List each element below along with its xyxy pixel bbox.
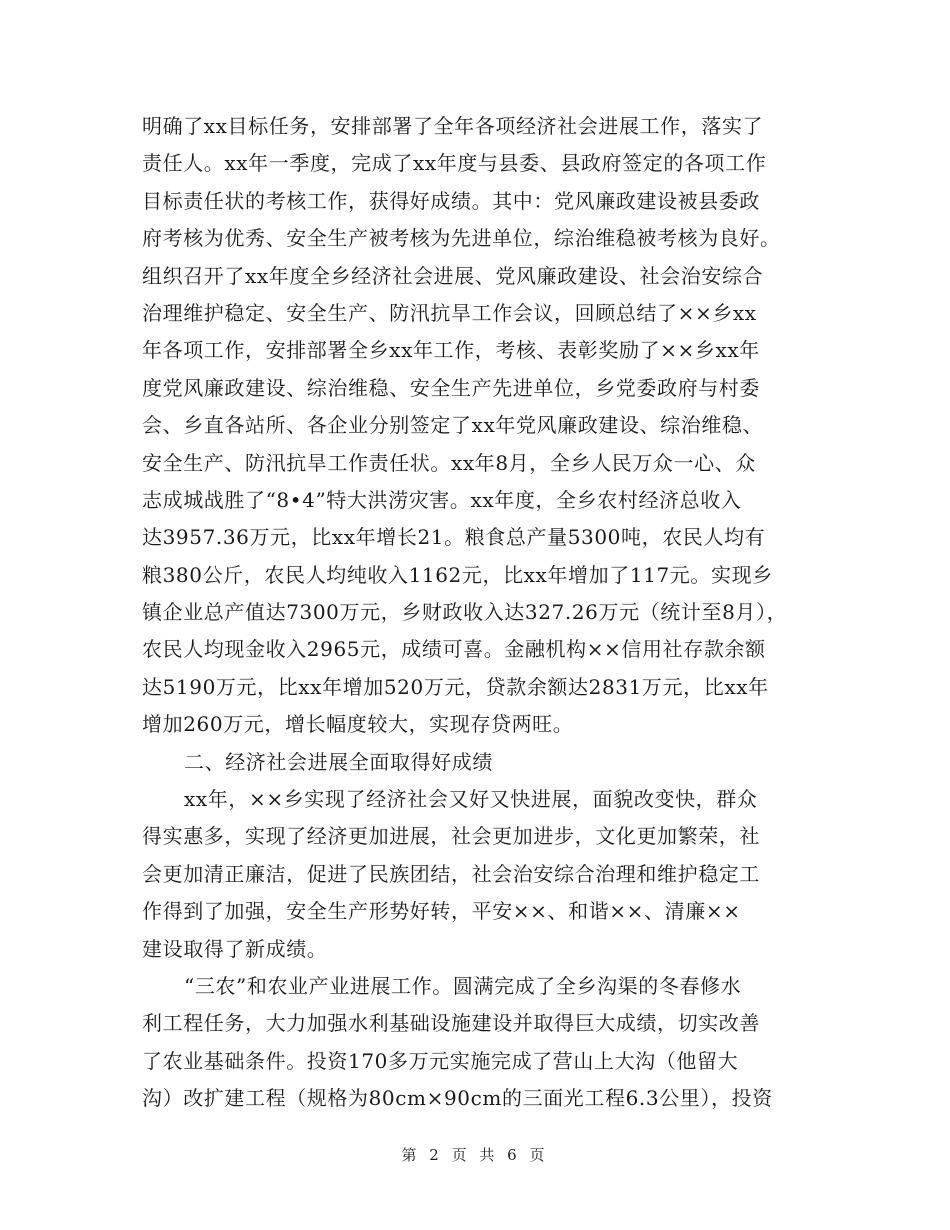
paragraph-line: 增加260万元，增长幅度较大，实现存贷两旺。: [142, 712, 574, 737]
paragraph-line: 治理维护稳定、安全生产、防汛抗旱工作会议，回顾总结了××乡xx: [142, 300, 757, 325]
paragraph-line: 镇企业总产值达7300万元，乡财政收入达327.26万元（统计至8月），: [142, 600, 788, 625]
paragraph-line: 二、经济社会进展全面取得好成绩: [184, 749, 493, 774]
paragraph-line: 会、乡直各站所、各企业分别签定了xx年党风廉政建设、综治维稳、: [142, 413, 764, 438]
paragraph-line: 沟）改扩建工程（规格为80cm×90cm的三面光工程6.3公里），投资: [142, 1086, 773, 1111]
paragraph-line: 志成城战胜了“8•4”特大洪涝灾害。xx年度，全乡农村经济总收入: [142, 487, 742, 512]
paragraph-line: 安全生产、防汛抗旱工作责任状。xx年8月，全乡人民万众一心、众: [142, 450, 756, 475]
paragraph-line: 年各项工作，安排部署全乡xx年工作，考核、表彰奖励了××乡xx年: [142, 338, 760, 363]
page-footer: 第 2 页 共 6 页: [401, 1146, 549, 1164]
paragraph-line: 利工程任务，大力加强水利基础设施建设并取得巨大成绩，切实改善: [142, 1011, 760, 1036]
paragraph-line: 府考核为优秀、安全生产被考核为先进单位，综治维稳被考核为良好。: [142, 226, 781, 251]
paragraph-line: 农民人均现金收入2965元，成绩可喜。金融机构××信用社存款余额: [142, 637, 766, 662]
paragraph-line: 达3957.36万元，比xx年增长21。粮食总产量5300吨，农民人均有: [142, 525, 766, 550]
paragraph-line: 建设取得了新成绩。: [142, 936, 328, 961]
paragraph-line: 粮380公斤，农民人均纯收入1162元，比xx年增加了117元。实现乡: [142, 562, 773, 587]
paragraph-line: “三农”和农业产业进展工作。圆满完成了全乡沟渠的冬春修水: [184, 973, 742, 998]
paragraph-line: 会更加清正廉洁，促进了民族团结，社会治安综合治理和维护稳定工: [142, 861, 760, 886]
paragraph-line: 明确了xx目标任务，安排部署了全年各项经济社会进展工作，落实了: [142, 114, 764, 138]
paragraph-line: 度党风廉政建设、综治维稳、安全生产先进单位，乡党委政府与村委: [142, 375, 760, 400]
paragraph-line: xx年，××乡实现了经济社会又好又快进展，面貌改变快，群众: [184, 787, 758, 812]
document-body: [142, 108, 814, 1118]
paragraph-line: 得实惠多，实现了经济更加进展，社会更加进步，文化更加繁荣，社: [142, 824, 760, 849]
paragraph-line: 作得到了加强，安全生产形势好转，平安××、和谐××、清廉××: [142, 899, 741, 924]
paragraph-line: 达5190万元，比xx年增加520万元，贷款余额达2831万元，比xx年: [142, 674, 769, 699]
paragraph-line: 了农业基础条件。投资170多万元实施完成了营山上大沟（他留大: [142, 1048, 739, 1073]
paragraph-line: 组织召开了xx年度全乡经济社会进展、党风廉政建设、社会治安综合: [142, 263, 764, 288]
paragraph-line: 目标责任状的考核工作，获得好成绩。其中：党风廉政建设被县委政: [142, 188, 760, 213]
paragraph-line: 责任人。xx年一季度，完成了xx年度与县委、县政府签定的各项工作: [142, 151, 767, 176]
